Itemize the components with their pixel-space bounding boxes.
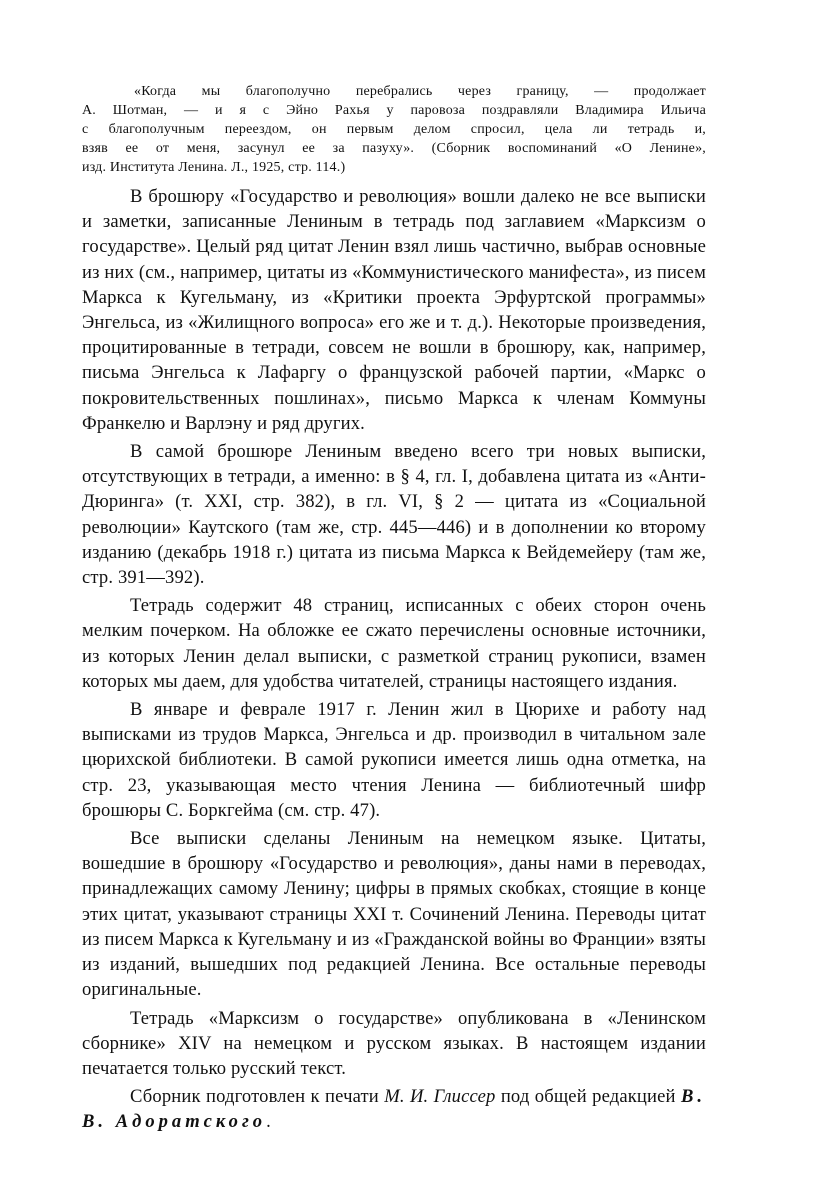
document-page	[82, 82, 706, 1138]
paragraph-notebook-description: Тетрадь содержит 48 страниц, исписанных с обеих сторон очень мелким почерком. На обложке ее сжато перечислены основные источники, из которых Ленин делал выписки, с разметкой страниц рукописи, взамен которых мы даем, для удобства читателей, страницы настоящего издания.	[82, 595, 706, 692]
quote-line: «Когда мы благополучно перебрались через границу, — продолжает	[134, 84, 706, 99]
paragraph-editors	[82, 1084, 706, 1134]
editor-name: М. И. Глиссер	[384, 1086, 496, 1108]
paragraph-translations: Все выписки сделаны Лениным на немецком языке. Цитаты, вошедшие в брошюру «Государство и революция», даны нами в переводах, принадлежащих самому Ленину; цифры в прямых скобках, стоящие в конце этих цитат, указывают страницы XXI т. Сочинений Ленина. Переводы цитат из писем Маркса к Кугельману и из «Гражданской войны во Франции» взяты из изданий, вышедших под редакцией Ленина. Все остальные переводы оригинальные.	[82, 828, 706, 1001]
paragraph-publication: Тетрадь «Марксизм о государстве» опубликована в «Ленинском сборнике» XIV на немецком и русском языках. В настоящем издании печатается только русский текст.	[82, 1007, 706, 1079]
chief-editor-name: В. В. Адоратского	[82, 1086, 707, 1133]
editors-text-end: .	[266, 1111, 271, 1133]
quote-line: изд. Института Ленина. Л., 1925, стр. 114.)	[82, 160, 346, 175]
paragraph-brochure-contents: В брошюру «Государство и революция» вошли далеко не все выписки и заметки, записанные Лениным в тетрадь под заглавием «Марксизм о государстве». Целый ряд цитат Ленин взял лишь частично, выбрав основные из них (см., например, цитаты из «Коммунистического манифеста», из писем Маркса к Кугельману, из «Критики проекта Эрфуртской программы» Энгельса, из «Жилищного вопроса» его же и т. д.). Некоторые произведения, процитированные в тетради, совсем не вошли в брошюру, как, например, письма Энгельса к Лафаргу о французской рабочей партии, «Маркс о покровительственных пошлинах», письмо Маркса к членам Коммуны Франкелю и Варлэну и ряд других.	[82, 186, 706, 434]
quote-line: А. Шотман, — и я с Эйно Рахья у паровоза поздравляли Владимира Ильича	[82, 103, 706, 118]
editors-text-before: Сборник подготовлен к печати	[130, 1086, 385, 1108]
paragraph-new-excerpts: В самой брошюре Лениным введено всего три новых выписки, отсутствующих в тетради, а именно: в § 4, гл. I, добавлена цитата из «Анти-Дюринга» (т. XXI, стр. 382), в гл. VI, § 2 — цитата из «Социальной революции» Каутского (там же, стр. 445—446) и в дополнении ко второму изданию (декабрь 1918 г.) цитата из письма Маркса к Вейдемейеру (там же, стр. 391—392).	[82, 441, 706, 589]
quote-line: взяв ее от меня, засунул ее за пазуху». (Сборник воспоминаний «О Ленине»,	[82, 141, 706, 156]
quote-block	[82, 82, 706, 177]
quote-line: с благополучным переездом, он первым делом спросил, цела ли тетрадь и,	[82, 122, 706, 137]
editors-text-middle: под общей редакцией	[495, 1086, 681, 1108]
paragraph-zurich: В январе и феврале 1917 г. Ленин жил в Цюрихе и работу над выписками из трудов Маркса, Энгельса и др. производил в читальном зале цюрихской библиотеки. В самой рукописи имеется лишь одна отметка, на стр. 23, указывающая место чтения Ленина — библиотечный шифр брошюры С. Боркгейма (см. стр. 47).	[82, 699, 706, 821]
